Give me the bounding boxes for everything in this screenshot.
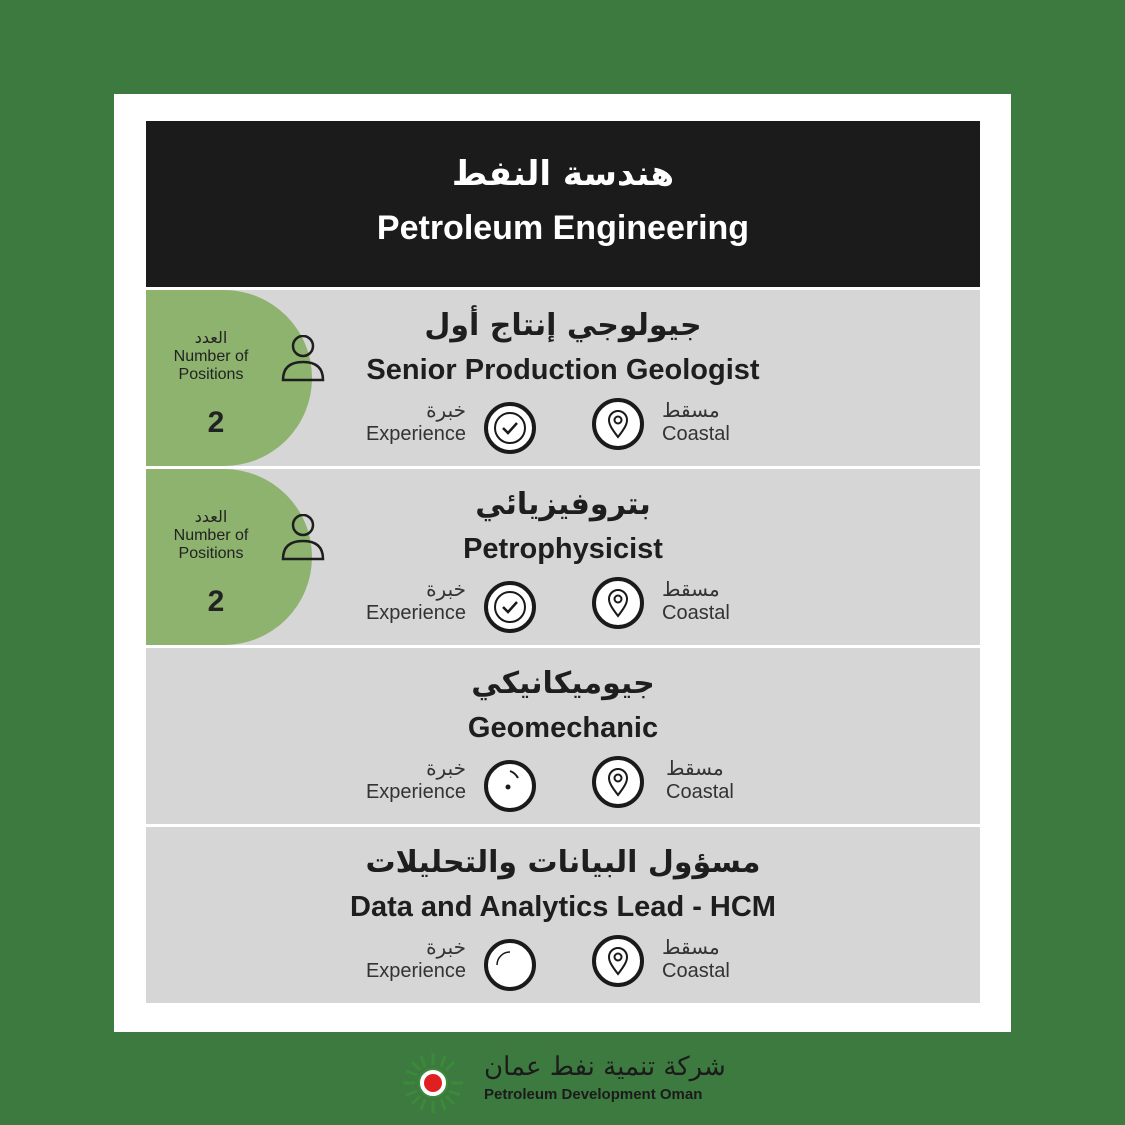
experience-label bbox=[326, 937, 466, 983]
job-title-ar: بتروفيزيائي bbox=[475, 487, 651, 522]
positions-label-en: Positions bbox=[178, 545, 244, 562]
location-label-ar: مسقط bbox=[662, 579, 720, 601]
location-label-ar: مسقط bbox=[662, 937, 720, 959]
dial-circle-icon bbox=[483, 759, 537, 813]
positions-count: 2 bbox=[207, 585, 225, 618]
job-title-ar: جيوميكانيكي bbox=[471, 666, 655, 701]
experience-label-ar: خبرة bbox=[426, 758, 466, 780]
check-circle-icon bbox=[483, 580, 537, 634]
job-title-en: Senior Production Geologist bbox=[366, 354, 760, 386]
company-name-ar: شركة تنمية نفط عمان bbox=[484, 1052, 726, 1082]
experience-label-en: Experience bbox=[365, 960, 466, 982]
job-row[interactable] bbox=[146, 648, 980, 824]
positions-label-en: Number of bbox=[173, 348, 249, 365]
location-pin-icon bbox=[591, 755, 645, 809]
experience-label bbox=[326, 400, 466, 446]
job-row[interactable] bbox=[146, 290, 980, 466]
location-label bbox=[662, 937, 802, 983]
location-label bbox=[662, 400, 802, 446]
job-title-en: Geomechanic bbox=[467, 712, 659, 744]
job-title-ar: جيولوجي إنتاج أول bbox=[424, 308, 702, 343]
department-header bbox=[146, 121, 980, 287]
job-title-en: Petrophysicist bbox=[463, 533, 663, 565]
department-title-ar: هندسة النفط bbox=[451, 154, 675, 194]
location-pin-icon bbox=[591, 576, 645, 630]
job-listing-card bbox=[114, 94, 1011, 1032]
positions-count: 2 bbox=[207, 406, 225, 439]
experience-label bbox=[326, 758, 466, 804]
check-circle-icon bbox=[483, 401, 537, 455]
job-listing-inner bbox=[146, 121, 980, 1003]
positions-label-ar: العدد bbox=[194, 330, 228, 347]
location-label-en: Coastal bbox=[666, 781, 734, 803]
location-label-en: Coastal bbox=[662, 602, 730, 624]
job-row[interactable] bbox=[146, 827, 980, 1003]
location-pin-icon bbox=[591, 397, 645, 451]
experience-label-en: Experience bbox=[365, 602, 466, 624]
positions-label-ar: العدد bbox=[194, 509, 228, 526]
job-title-ar: مسؤول البيانات والتحليلات bbox=[365, 845, 761, 880]
department-title-en: Petroleum Engineering bbox=[376, 209, 750, 247]
job-row[interactable] bbox=[146, 469, 980, 645]
experience-label-ar: خبرة bbox=[426, 400, 466, 422]
positions-label-en: Positions bbox=[178, 366, 244, 383]
experience-label bbox=[326, 579, 466, 625]
location-label bbox=[666, 758, 806, 804]
job-title-en: Data and Analytics Lead - HCM bbox=[350, 891, 776, 923]
location-pin-icon bbox=[591, 934, 645, 988]
experience-label-ar: خبرة bbox=[426, 937, 466, 959]
location-label-en: Coastal bbox=[662, 960, 730, 982]
experience-label-ar: خبرة bbox=[426, 579, 466, 601]
location-label-ar: مسقط bbox=[666, 758, 724, 780]
experience-label-en: Experience bbox=[365, 423, 466, 445]
company-name-en: Petroleum Development Oman bbox=[484, 1086, 703, 1103]
positions-label-en: Number of bbox=[173, 527, 249, 544]
experience-label-en: Experience bbox=[365, 781, 466, 803]
location-label bbox=[662, 579, 802, 625]
location-label-en: Coastal bbox=[662, 423, 730, 445]
pdo-logo-icon bbox=[400, 1050, 466, 1116]
location-label-ar: مسقط bbox=[662, 400, 720, 422]
empty-circle-icon bbox=[483, 938, 537, 992]
